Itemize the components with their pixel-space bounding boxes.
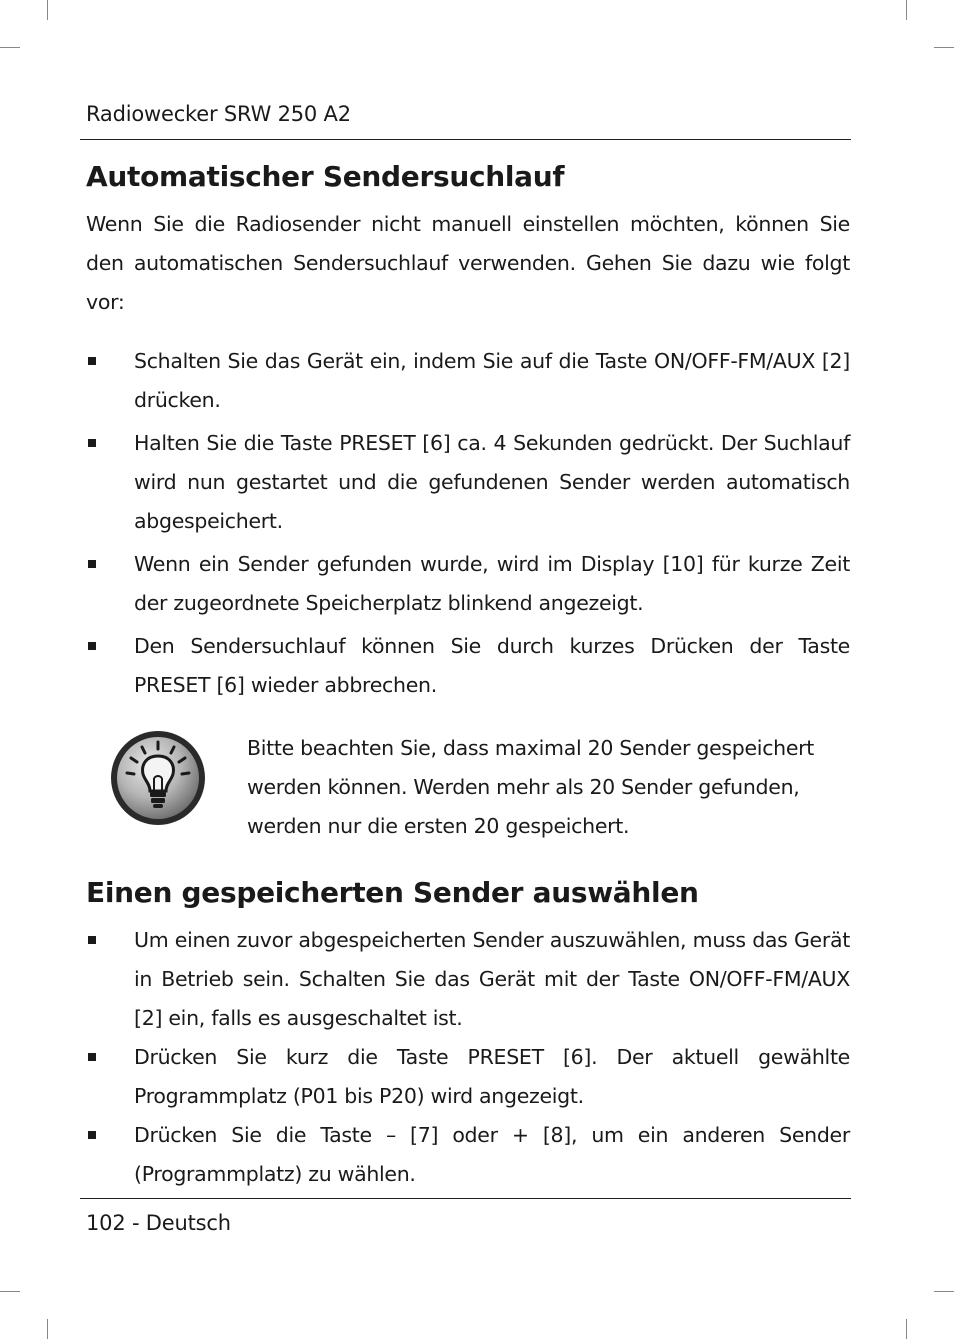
crop-mark [906,1319,907,1339]
bullet-marker [88,1131,96,1139]
crop-mark [0,47,20,48]
bullet-marker [88,642,96,650]
bullet-marker [88,936,96,944]
bullet-marker [88,1053,96,1061]
list-item [86,545,850,623]
list-item-text: Schalten Sie das Gerät ein, indem Sie auf die Taste ON/OFF-FM/AUX [2] drücken. [134,349,850,412]
list-item [86,921,850,1038]
section-heading-select-station: Einen gespeicherten Sender auswählen [86,876,699,909]
list-item-text: Wenn ein Sender gefunden wurde, wird im Display [10] für kurze Zeit der zugeordnete Speicherplatz blinkend angezeigt. [134,552,850,615]
auto-search-steps [86,342,850,705]
select-station-steps [86,921,850,1194]
header-rule [80,139,851,140]
list-item [86,424,850,541]
crop-mark [934,47,954,48]
list-item-text: Um einen zuvor abgespeicherten Sender auszuwählen, muss das Gerät in Betrieb sein. Schalten Sie das Gerät mit der Taste ON/OFF-FM/AUX [2] ein, falls es ausgeschaltet ist. [134,928,850,1030]
list-item [86,1038,850,1116]
bullet-marker [88,560,96,568]
bullet-marker [88,439,96,447]
list-item-text: Den Sendersuchlauf können Sie durch kurzes Drücken der Taste PRESET [6] wieder abbrechen. [134,634,850,697]
list-item [86,342,850,420]
bullet-marker [88,357,96,365]
crop-mark [906,0,907,20]
note-text: Bitte beachten Sie, dass maximal 20 Sender gespeichert werden können. Werden mehr als 20 Sender gefunden, werden nur die ersten 20 gespeichert. [247,736,815,838]
list-item-text: Halten Sie die Taste PRESET [6] ca. 4 Sekunden gedrückt. Der Suchlauf wird nun gestartet und die gefundenen Sender werden automatisch abgespeichert. [134,431,850,533]
list-item-text: Drücken Sie die Taste – [7] oder + [8], um ein anderen Sender (Programmplatz) zu wählen. [134,1123,850,1186]
list-item [86,1116,850,1194]
page-footer: 102 - Deutsch [86,1211,231,1235]
crop-mark [47,0,48,20]
list-item [86,627,850,705]
crop-mark [0,1291,20,1292]
section-heading-auto-search: Automatischer Sendersuchlauf [86,160,565,193]
intro-paragraph: Wenn Sie die Radiosender nicht manuell einstellen möchten, können Sie den automatischen Sendersuchlauf verwenden. Gehen Sie dazu wie folgt vor: [86,212,850,314]
crop-mark [47,1319,48,1339]
crop-mark [934,1291,954,1292]
lightbulb-icon [108,728,208,828]
list-item-text: Drücken Sie kurz die Taste PRESET [6]. Der aktuell gewählte Programmplatz (P01 bis P20) wird angezeigt. [134,1045,850,1108]
footer-rule [80,1198,851,1199]
running-header: Radiowecker SRW 250 A2 [86,102,351,126]
